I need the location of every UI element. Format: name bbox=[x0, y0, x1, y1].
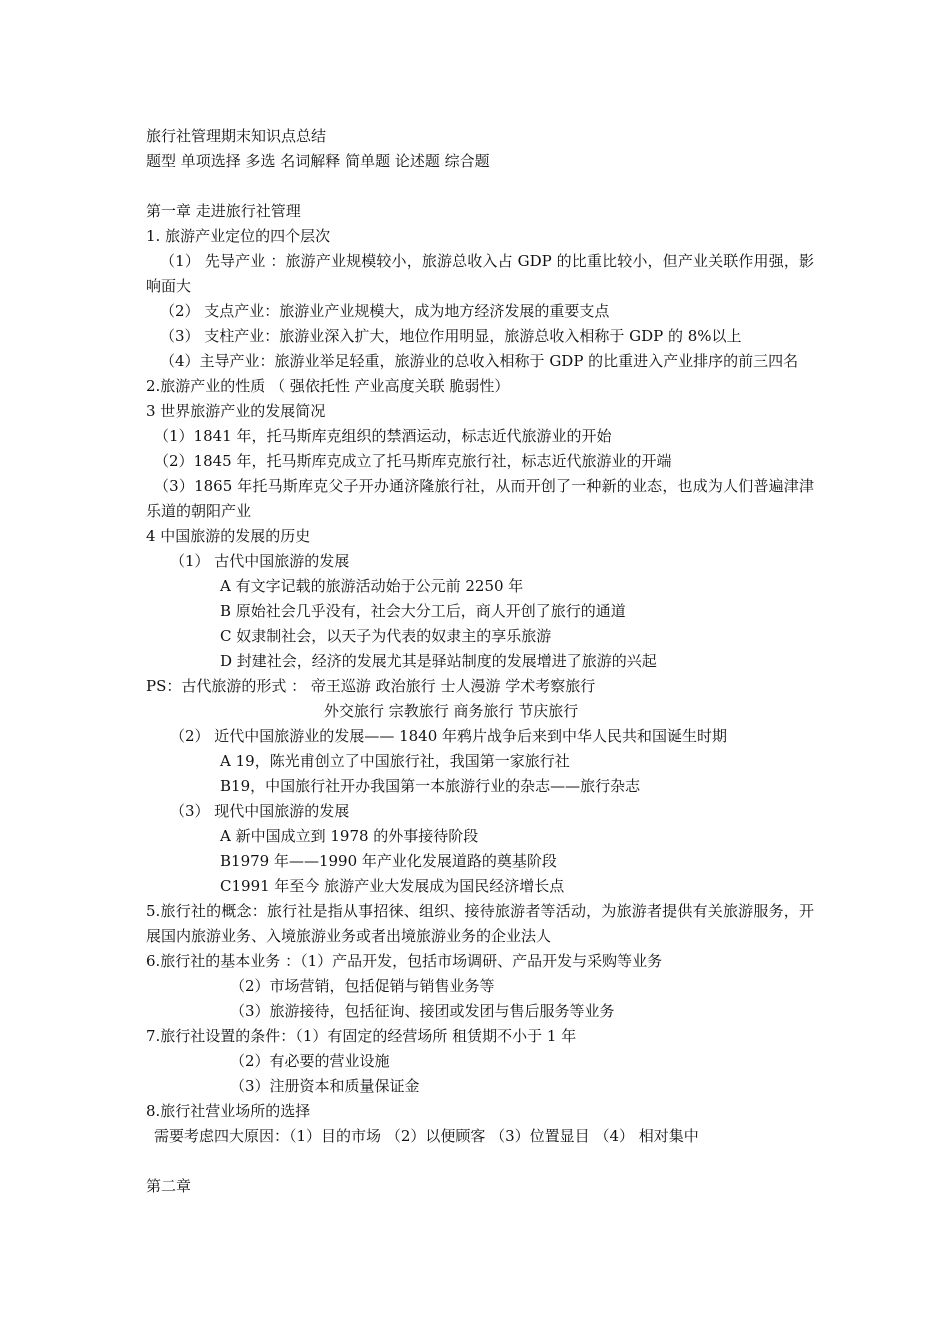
blank-line bbox=[146, 1149, 814, 1174]
section-4-heading: 4 中国旅游的发展的历史 bbox=[146, 527, 311, 545]
section-1-item-4: （4）主导产业：旅游业举足轻重，旅游业的总收入相称于 GDP 的比重进入产业排序的前三四名 bbox=[160, 352, 799, 370]
section-1-heading: 1. 旅游产业定位的四个层次 bbox=[146, 227, 331, 245]
section-4-sub-1-d: D 封建社会，经济的发展尤其是驿站制度的发展增进了旅游的兴起 bbox=[220, 652, 657, 670]
section-1-item-2: （2） 支点产业：旅游业产业规模大，成为地方经济发展的重要支点 bbox=[160, 302, 610, 320]
section-4-sub-2-a: A 19，陈光甫创立了中国旅行社，我国第一家旅行社 bbox=[220, 752, 570, 770]
section-8-body: 需要考虑四大原因：（1）目的市场 （2）以便顾客 （3）位置显目 （4） 相对集中 bbox=[154, 1127, 699, 1145]
section-3-item-2: （2）1845 年，托马斯库克成立了托马斯库克旅行社，标志近代旅游业的开端 bbox=[154, 452, 672, 470]
section-6-line-1: 6.旅行社的基本业务 ：（1）产品开发，包括市场调研、产品开发与采购等业务 bbox=[146, 952, 663, 970]
section-5: 5.旅行社的概念：旅行社是指从事招徕、组织、接待旅游者等活动，为旅游者提供有关旅游服务，开展国内旅游业务、入境旅游业务或者出境旅游业务的企业法人 bbox=[146, 902, 814, 945]
section-2: 2.旅游产业的性质 （ 强依托性 产业高度关联 脆弱性） bbox=[146, 377, 510, 395]
section-4-sub-3-c: C1991 年至今 旅游产业大发展成为国民经济增长点 bbox=[220, 877, 565, 895]
section-4-sub-2-b: B19，中国旅行社开办我国第一本旅游行业的杂志——旅行杂志 bbox=[220, 777, 641, 795]
section-6-line-3: （3）旅游接待，包括征询、接团或发团与售后服务等业务 bbox=[230, 1002, 615, 1020]
section-4-sub-1-b: B 原始社会几乎没有，社会大分工后，商人开创了旅行的通道 bbox=[220, 602, 626, 620]
ps-note-line-1: PS：古代旅游的形式 ： 帝王巡游 政治旅行 士人漫游 学术考察旅行 bbox=[146, 677, 596, 695]
section-3-item-1: （1）1841 年，托马斯库克组织的禁酒运动，标志近代旅游业的开始 bbox=[154, 427, 612, 445]
chapter-1-heading: 第一章 走进旅行社管理 bbox=[146, 202, 301, 220]
document-page bbox=[146, 124, 814, 1199]
document-title: 旅行社管理期末知识点总结 bbox=[146, 127, 327, 145]
section-1-item-1: （1） 先导产业 ：旅游产业规模较小，旅游总收入占 GDP 的比重比较小，但产业关联作用强，影响面大 bbox=[146, 252, 814, 295]
section-4-sub-2: （2） 近代中国旅游业的发展—— 1840 年鸦片战争后来到中华人民共和国诞生时期 bbox=[170, 727, 728, 745]
section-4-sub-1-a: A 有文字记载的旅游活动始于公元前 2250 年 bbox=[220, 577, 524, 595]
section-7-line-3: （3）注册资本和质量保证金 bbox=[230, 1077, 420, 1095]
section-7-line-2: （2）有必要的营业设施 bbox=[230, 1052, 390, 1070]
section-6-line-2: （2）市场营销，包括促销与销售业务等 bbox=[230, 977, 495, 995]
section-4-sub-3: （3） 现代中国旅游的发展 bbox=[170, 802, 350, 820]
section-8-heading: 8.旅行社营业场所的选择 bbox=[146, 1102, 311, 1120]
section-3-item-3: （3）1865 年托马斯库克父子开办通济隆旅行社，从而开创了一种新的业态，也成为人们普遍津津乐道的朝阳产业 bbox=[146, 477, 814, 520]
section-1-item-3: （3） 支柱产业：旅游业深入扩大，地位作用明显，旅游总收入相称于 GDP 的 8%以上 bbox=[160, 327, 742, 345]
ps-note-line-2: 外交旅行 宗教旅行 商务旅行 节庆旅行 bbox=[324, 702, 579, 720]
section-7-line-1: 7.旅行社设置的条件：（1）有固定的经营场所 租赁期不小于 1 年 bbox=[146, 1027, 577, 1045]
section-4-sub-1: （1） 古代中国旅游的发展 bbox=[170, 552, 350, 570]
section-4-sub-3-b: B1979 年——1990 年产业化发展道路的奠基阶段 bbox=[220, 852, 557, 870]
section-4-sub-1-c: C 奴隶制社会，以天子为代表的奴隶主的享乐旅游 bbox=[220, 627, 552, 645]
section-4-sub-3-a: A 新中国成立到 1978 的外事接待阶段 bbox=[220, 827, 479, 845]
blank-line bbox=[146, 174, 814, 199]
section-3-heading: 3 世界旅游产业的发展简况 bbox=[146, 402, 326, 420]
question-types: 题型 单项选择 多选 名词解释 简单题 论述题 综合题 bbox=[146, 152, 490, 170]
chapter-2-heading: 第二章 bbox=[146, 1177, 192, 1195]
